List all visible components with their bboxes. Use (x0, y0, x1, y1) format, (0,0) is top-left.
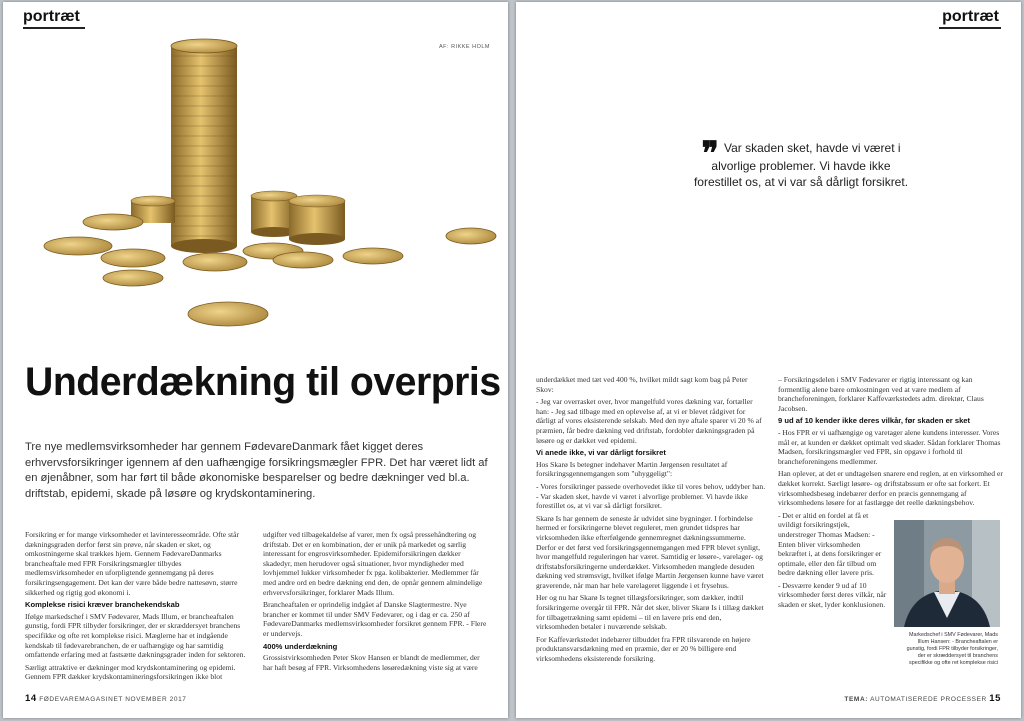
magazine-name: FØDEVAREMAGASINET (39, 696, 123, 703)
body-paragraph: For Kaffeværkstedet indebærer tilbuddet fra FPR tilsvarende en højere produktansvarsdækning med en præmie, der er 20 % billigere end virksomhedens eksisterende forsikring. (536, 634, 751, 664)
body-paragraph: - Vores forsikringer passede overhovedet ikke til vores behov, uddyber han. - Var skaden sket, havde vi været i alvorlige problemer. Vi havde ikke forestillet os, at vi var så dårligt forsikret. (536, 481, 766, 511)
left-page (3, 2, 508, 718)
body-paragraph: Brancheaftalen er oprindelig indgået af Danske Slagtermestre. Nye brancher er kommet til under SMV Fødevarer, og i dag er ca. 250 af FødevareDanmarks medlemsvirksomheder forsikret gennem FPR. - Flere er undervejs. (263, 600, 487, 638)
body-paragraph: Skarø Is har gennem de seneste år udvidet sine bygninger. I forbindelse hermed er forsikringerne blevet reguleret, men grundet tidspres har virksomheden ikke efterfølgende gennemregnet dækningssummerne. Derfor er det først ved forsikringsgennemgangen med FPR blevet synligt, hvor mangelfuld reguleringen har været. Samtidig er løsøre-, varelager- og driftstabsforsikringerne underdækket. Virksomheden manglede desuden dækning ved strømsvigt, hvilket ifølge Martin Jørgensen kunne have været graverende, når man har hele varelageret liggende i et frysehus. (536, 513, 764, 590)
coin-stack-illustration (23, 36, 503, 336)
page-number: 14 (25, 693, 37, 704)
section-underline (939, 27, 1001, 29)
tema-text: AUTOMATISEREDE PROCESSER (870, 696, 987, 703)
pull-quote-text: Var skaden sket, havde vi været i alvorlige problemer. Vi havde ikke forestillet os, at vi var så dårligt forsikret. (693, 141, 909, 189)
left-footer (25, 693, 187, 704)
body-paragraph: Særligt attraktive er dækninger mod krydskontaminering og epidemi. Gennem FPR dækker krydskontamineringsforsikringen ikke blot (25, 662, 236, 682)
body-paragraph: - Desværre kender 9 ud af 10 virksomheder først deres vilkår, når skaden er sket, lyder konklusionen. (778, 580, 887, 610)
pull-quote (691, 135, 911, 190)
body-paragraph: - Hos FPR er vi uafhængige og varetager alene kundens interesser. Vores mål er, at kunden er dækket optimalt ved skader. Sådan forklarer Thomas Madsen, forsikringsmægler ved FPR, sin opgave i forhold til brancheforeningens medlemmer. (778, 427, 1001, 466)
left-column-2 (263, 530, 488, 675)
subheading: Komplekse risici kræver branchekendskab (25, 600, 180, 610)
quote-mark-icon: ❞ (701, 135, 719, 171)
headline: Underdækning til overpris (25, 360, 501, 404)
body-paragraph: Forsikring er for mange virksomheder et lavinteresseområde. Ofte står dækningsgraden derfor først sin prøve, når skaden er sket, og omkostningerne skal trækkes hjem. Gennem FødevareDanmarks brancheaftale med FPR Forsikringsmægler tilbydes medlemsvirksomheder en uforpligtende gennemgang på deres forsikringsengagement. Det kan der være både bedre nattesøvn, større sikkerhed og rigtig god økonomi i. (25, 530, 240, 597)
section-underline (23, 27, 85, 29)
body-paragraph: - Jeg var overrasket over, hvor mangelfuld vores dækning var, fortæller han: - Jeg sad tilbage med en oplevelse af, at vi er blevet rådgivet for dårligt af vores eksisterende selskab. Med den nye aftale sparer vi 20 % af præmien, får bedre dækning ved driftstab, fordobler dækningsgraden på løsøre og er dækket ved epidemi. (536, 397, 762, 445)
body-paragraph: Her og nu har Skarø Is tegnet tillægsforsikringer, som dækker, indtil forsikringerne overgår til FPR. Når det sker, bliver Skarø Is i tillæg dækket for tilbagetrækning samt epidemi – til en lavere pris end den, virksomheden betaler i nuværende selskab. (536, 593, 764, 632)
right-footer (844, 693, 1001, 704)
body-paragraph: Han oplever, at det er undtagelsen snarere end reglen, at en virksomhed er dækket korrekt. Særligt løsøre- og driftstabssum er ofte sat forkert. Et virksomhedsbesøg indebærer derfor en præcis gennemgang af virksomhedens løsøre for at fastlægge det reelle dækningsbehov. (778, 469, 1003, 508)
section-label: portræt (23, 8, 80, 25)
body-paragraph: – Forsikringsdelen i SMV Fødevarer er rigtig interessant og kan formentlig alene bære omkostningen ved at være medlem af brancheforeningen, forklarer Kaffeværkstedets adm. direktør, Claus Jacobsen. (778, 375, 984, 413)
portrait-photo (894, 520, 1000, 627)
page-number: 15 (989, 693, 1001, 704)
body-paragraph: Hos Skarø Is betegner indehaver Martin Jørgensen resultatet af forsikringsgennemgangen som "uhyggeligt": (536, 459, 728, 479)
subheading: Vi anede ikke, vi var dårligt forsikret (536, 448, 666, 458)
tema-label: TEMA: (844, 696, 869, 703)
section-label: portræt (942, 8, 999, 25)
photo-caption: Markedschef i SMV Fødevarer, Mads Illum Hansen: - Brancheaftalen er gunstig, fordi FPR tilbyder forsikringer, der er skræddersyet til branchens specifikke og ofte ret komplekse risici (906, 632, 998, 666)
body-paragraph: underdækket med tæt ved 400 %, hvilket mildt sagt kom bag på Peter Skov: (536, 375, 748, 394)
body-paragraph: Ifølge markedschef i SMV Fødevarer, Mads Illum, er brancheaftalen gunstig, fordi FPR tilbyder forsikringer, der er skræddersyet branchens specifikke og ofte ret komplekse risici. Mæglerne har et indgående kendskab til fødevarebranchen, de er uafhængige og har samtidig omfattende erfaring med at fastsætte dækningsgrader inden for sektoren. (25, 611, 246, 660)
byline: AF: RIKKE HOLM (438, 44, 490, 50)
left-column-1 (25, 530, 250, 685)
right-page (516, 2, 1021, 718)
subheading: 9 ud af 10 kender ikke deres vilkår, før skaden er sket (778, 416, 971, 426)
right-column-1 (536, 375, 766, 667)
portrait-illustration (894, 520, 1000, 627)
body-paragraph: - Det er altid en fordel at få et uvildigt forsikringstjek, understreger Thomas Madsen: - Enten bliver virksomheden bekræftet i, at dens forsikringer er optimale, eller den får tilbud om bedre dækning eller lavere pris. (778, 510, 882, 578)
issue-date: NOVEMBER 2017 (125, 696, 187, 703)
body-paragraph: udgifter ved tilbagekaldelse af varer, men fx også pressehåndtering og driftstab. Det er en kombination, der er unik på markedet og særlig interessant for engrosvirksomheder. Epidemiforsikringen dækker skadedyr, men herudover også situationer, hvor myndigheder med lovhjemmel lukker virksomheder fx pga. kolibakterier. Medlemmer får med andre ord en bedre dækning end den, de opnår gennem almindelige erhvervsforsikringer, forklarer Mads Illum. (263, 530, 483, 597)
lead-paragraph: Tre nye medlemsvirksomheder har gennem FødevareDanmark fået kigget deres erhvervsforsikringer igennem af den uafhængige forsikringsmægler FPR. Det har været lidt af en øjenåbner, som har ført til både økonomiske besparelser og bedre dækninger ved bl.a. driftstab, epidemi, skade på løsøre og krydskontaminering. (25, 441, 488, 500)
subheading: 400% underdækning (263, 641, 338, 651)
body-paragraph: Grossistvirksomheden Peter Skov Hansen er blandt de medlemmer, der har haft besøg af FPR. Virksomhedens løsøredækning viste sig at være (263, 653, 480, 672)
